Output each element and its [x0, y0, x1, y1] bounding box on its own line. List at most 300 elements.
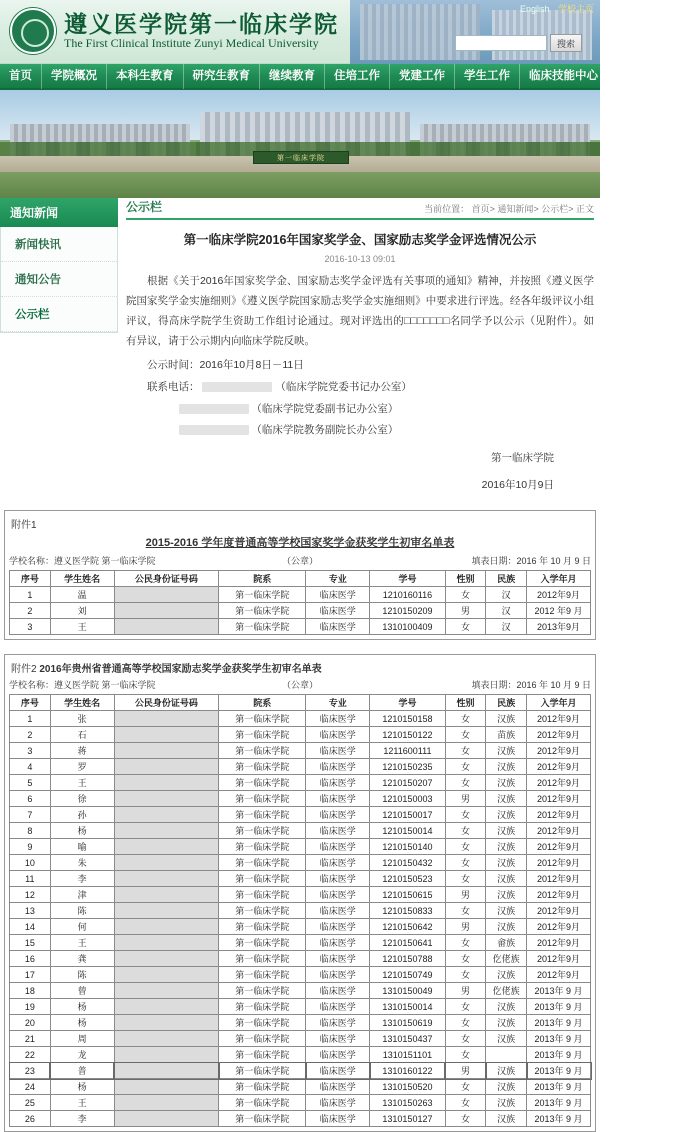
- table-header-row: [10, 571, 591, 587]
- cell-sid: 1210150122: [370, 727, 446, 743]
- cell-major: 临床医学: [306, 1031, 370, 1047]
- cell-major: 临床医学: [306, 807, 370, 823]
- cell-no: 18: [10, 983, 51, 999]
- table-row: [10, 1111, 591, 1127]
- cell-name: 石: [50, 727, 114, 743]
- cell-major: 临床医学: [306, 951, 370, 967]
- cell-sid: 1210150209: [370, 603, 446, 619]
- cell-nation: 汉: [486, 587, 527, 603]
- cell-sid: 1310150014: [370, 999, 446, 1015]
- cell-major: 临床医学: [306, 935, 370, 951]
- cell-sex: 男: [445, 887, 486, 903]
- cell-sex: 女: [445, 759, 486, 775]
- redacted-phone-1: [202, 382, 272, 392]
- cell-name: 津: [50, 887, 114, 903]
- cell-name: 罗: [50, 759, 114, 775]
- cell-sid: 1210150749: [370, 967, 446, 983]
- col-name: 学生姓名: [50, 695, 114, 711]
- cell-nation: 汉: [486, 603, 527, 619]
- cell-name: 杨: [50, 1079, 114, 1095]
- nav-item-2[interactable]: 本科生教育: [107, 63, 184, 89]
- cell-sex: 女: [445, 935, 486, 951]
- contact-office-3: （临床学院教务副院长办公室）: [251, 423, 399, 436]
- cell-sex: 女: [445, 807, 486, 823]
- site-search: [455, 34, 582, 52]
- table-row: [10, 919, 591, 935]
- col-id: 公民身份证号码: [114, 571, 219, 587]
- breadcrumb-prefix: 当前位置：: [424, 204, 470, 214]
- cell-nation: 汉族: [486, 855, 527, 871]
- cell-sid: 1310150049: [370, 983, 446, 999]
- sidebar-title: 通知新闻: [0, 198, 118, 227]
- cell-major: 临床医学: [306, 1015, 370, 1031]
- table-row: [10, 983, 591, 999]
- cell-college: 第一临床学院: [219, 807, 306, 823]
- cell-name: 曾: [50, 983, 114, 999]
- cell-no: 7: [10, 807, 51, 823]
- article-line-contact-2: [126, 400, 594, 420]
- cell-enroll: 2012年9月: [527, 887, 591, 903]
- cell-no: 3: [10, 619, 51, 635]
- header-top-links: [514, 2, 594, 15]
- cell-enroll: 2013年 9 月: [527, 1111, 591, 1127]
- cell-enroll: 2012年9月: [527, 759, 591, 775]
- cell-no: 20: [10, 1015, 51, 1031]
- cell-sex: 男: [445, 919, 486, 935]
- attachment-2-title: 2016年贵州省普通高等学校国家励志奖学金获奖学生初审名单表: [39, 664, 322, 676]
- cell-nation: 汉族: [486, 871, 527, 887]
- cell-college: 第一临床学院: [219, 983, 306, 999]
- table-row: [10, 791, 591, 807]
- cell-enroll: 2012年9月: [527, 839, 591, 855]
- article-signature-date: 2016年10月9日: [481, 479, 554, 492]
- cell-college: 第一临床学院: [219, 1111, 306, 1127]
- cell-college: 第一临床学院: [219, 619, 306, 635]
- attachment-1-body: [10, 587, 591, 635]
- cell-sex: 女: [445, 999, 486, 1015]
- cell-id: [114, 999, 219, 1015]
- table-row: [10, 1063, 591, 1079]
- cell-sex: 女: [445, 587, 486, 603]
- cell-no: 2: [10, 603, 51, 619]
- cell-no: 17: [10, 967, 51, 983]
- cell-name: 何: [50, 919, 114, 935]
- nav-item-1[interactable]: 学院概况: [42, 63, 107, 89]
- attachment-1-subheader: [9, 554, 591, 567]
- cell-sid: 1310150437: [370, 1031, 446, 1047]
- table-row: [10, 807, 591, 823]
- cell-nation: 畲族: [486, 935, 527, 951]
- cell-enroll: 2013年 9 月: [527, 983, 591, 999]
- cell-sex: 女: [445, 839, 486, 855]
- att1-seal: （公章）: [281, 556, 318, 567]
- cell-id: [114, 935, 219, 951]
- cell-id: [114, 983, 219, 999]
- cell-enroll: 2012年9月: [527, 903, 591, 919]
- cell-college: 第一临床学院: [219, 887, 306, 903]
- article-signature-org: 第一临床学院: [491, 451, 554, 464]
- cell-nation: 汉族: [486, 791, 527, 807]
- col-sid: 学号: [370, 695, 446, 711]
- cell-no: 23: [10, 1063, 51, 1079]
- cell-no: 16: [10, 951, 51, 967]
- cell-major: 临床医学: [306, 1111, 370, 1127]
- cell-major: 临床医学: [306, 983, 370, 999]
- att1-date-value: 2016 年 10 月 9 日: [516, 556, 591, 567]
- cell-college: 第一临床学院: [219, 743, 306, 759]
- cell-sid: 1210150017: [370, 807, 446, 823]
- cell-id: [114, 903, 219, 919]
- cell-id: [114, 871, 219, 887]
- cell-name: 徐: [50, 791, 114, 807]
- cell-name: 陈: [50, 903, 114, 919]
- cell-enroll: 2012年9月: [527, 727, 591, 743]
- cell-name: 朱: [50, 855, 114, 871]
- sidebar-menu: [0, 227, 118, 333]
- cell-nation: 苗族: [486, 727, 527, 743]
- col-nation: 民族: [486, 571, 527, 587]
- nav-item-5[interactable]: 住培工作: [325, 63, 390, 89]
- cell-id: [114, 619, 219, 635]
- cell-no: 8: [10, 823, 51, 839]
- cell-sid: 1210150003: [370, 791, 446, 807]
- attachment-2-body: [10, 711, 591, 1127]
- attachment-1: [4, 510, 596, 640]
- cell-no: 11: [10, 871, 51, 887]
- cell-enroll: 2012年9月: [527, 587, 591, 603]
- breadcrumb-item-2[interactable]: 公示栏: [541, 204, 569, 214]
- cell-nation: 汉族: [486, 919, 527, 935]
- cell-major: 临床医学: [306, 855, 370, 871]
- cell-id: [114, 919, 219, 935]
- cell-major: 临床医学: [306, 775, 370, 791]
- cell-sex: 女: [445, 711, 486, 727]
- cell-sid: 1210150523: [370, 871, 446, 887]
- table-row: [10, 1095, 591, 1111]
- cell-no: 25: [10, 1095, 51, 1111]
- cell-sex: 女: [445, 855, 486, 871]
- site-title-en: The First Clinical Institute Zunyi Medical University: [64, 36, 319, 50]
- redacted-phone-3: [179, 425, 249, 435]
- cell-sid: 1310150263: [370, 1095, 446, 1111]
- nav-item-7[interactable]: 学生工作: [455, 63, 520, 89]
- cell-major: 临床医学: [306, 967, 370, 983]
- cell-sid: 1211600111: [370, 743, 446, 759]
- cell-id: [114, 1031, 219, 1047]
- col-sex: 性别: [445, 695, 486, 711]
- cell-major: 临床医学: [306, 823, 370, 839]
- sidebar-item-news[interactable]: 新闻快讯: [1, 227, 117, 262]
- site-header: [0, 0, 600, 64]
- att2-date-value: 2016 年 10 月 9 日: [516, 680, 591, 691]
- col-college: 院系: [219, 571, 306, 587]
- att1-date-label: 填表日期：: [471, 556, 517, 567]
- cell-major: 临床医学: [306, 791, 370, 807]
- cell-nation: 汉族: [486, 775, 527, 791]
- article-title: 第一临床学院2016年国家奖学金、国家励志奖学金评选情况公示: [183, 233, 537, 247]
- table-row: [10, 711, 591, 727]
- cell-name: 王: [50, 1095, 114, 1111]
- cell-college: 第一临床学院: [219, 1031, 306, 1047]
- cell-sid: 1310150619: [370, 1015, 446, 1031]
- cell-name: 陈: [50, 967, 114, 983]
- cell-sid: 1310160122: [370, 1063, 446, 1079]
- attachment-2-table: [9, 694, 591, 1127]
- breadcrumb-item-1[interactable]: 通知新闻: [497, 204, 534, 214]
- cell-nation: 汉族: [486, 999, 527, 1015]
- cell-id: [114, 855, 219, 871]
- att2-school: [9, 678, 203, 691]
- att2-school-label: 学校名称：: [9, 680, 55, 691]
- cell-major: 临床医学: [306, 619, 370, 635]
- cell-sid: 1210150641: [370, 935, 446, 951]
- cell-nation: 汉族: [486, 1095, 527, 1111]
- link-english[interactable]: English: [519, 4, 550, 14]
- cell-college: 第一临床学院: [219, 775, 306, 791]
- cell-major: 临床医学: [306, 759, 370, 775]
- cell-major: 临床医学: [306, 587, 370, 603]
- search-input[interactable]: [455, 35, 547, 51]
- cell-nation: 汉族: [486, 711, 527, 727]
- cell-id: [114, 711, 219, 727]
- attachment-2-label: [11, 660, 591, 675]
- cell-name: 杨: [50, 999, 114, 1015]
- cell-college: 第一临床学院: [219, 855, 306, 871]
- cell-enroll: 2013年 9 月: [527, 1047, 591, 1063]
- nav-item-3[interactable]: 研究生教育: [184, 63, 261, 89]
- cell-major: 临床医学: [306, 1047, 370, 1063]
- cell-college: 第一临床学院: [219, 1047, 306, 1063]
- cell-sid: 1310151101: [370, 1047, 446, 1063]
- cell-no: 6: [10, 791, 51, 807]
- table-row: [10, 887, 591, 903]
- cell-major: 临床医学: [306, 1079, 370, 1095]
- cell-sex: 女: [445, 775, 486, 791]
- cell-sex: 女: [445, 727, 486, 743]
- banner-sign-text: 第一临床学院: [253, 151, 349, 164]
- cell-enroll: 2012年9月: [527, 951, 591, 967]
- cell-sid: 1210150788: [370, 951, 446, 967]
- attachment-2: [4, 654, 596, 1132]
- cell-college: 第一临床学院: [219, 1079, 306, 1095]
- link-school-home[interactable]: 学校主页: [557, 4, 594, 14]
- cell-nation: 汉: [486, 619, 527, 635]
- nav-item-6[interactable]: 党建工作: [390, 63, 455, 89]
- cell-enroll: 2012年9月: [527, 919, 591, 935]
- cell-enroll: 2013年 9 月: [527, 1095, 591, 1111]
- cell-no: 19: [10, 999, 51, 1015]
- breadcrumb-bar: [126, 198, 594, 220]
- cell-name: 李: [50, 1111, 114, 1127]
- cell-name: 周: [50, 1031, 114, 1047]
- cell-sex: 女: [445, 967, 486, 983]
- table-row: [10, 743, 591, 759]
- cell-major: 临床医学: [306, 903, 370, 919]
- cell-sex: 女: [445, 1079, 486, 1095]
- cell-sex: 女: [445, 951, 486, 967]
- cell-major: 临床医学: [306, 603, 370, 619]
- cell-no: 2: [10, 727, 51, 743]
- table-header-row: [10, 695, 591, 711]
- contact-office-1: （临床学院党委书记办公室）: [275, 380, 412, 393]
- cell-nation: 汉族: [486, 967, 527, 983]
- cell-sid: 1210150432: [370, 855, 446, 871]
- cell-enroll: 2013年 9 月: [527, 1031, 591, 1047]
- table-row: [10, 759, 591, 775]
- cell-college: 第一临床学院: [219, 727, 306, 743]
- attachment-2-subheader: [9, 678, 591, 691]
- cell-id: [114, 791, 219, 807]
- cell-name: 温: [50, 587, 114, 603]
- cell-name: 喻: [50, 839, 114, 855]
- cell-name: 龚: [50, 951, 114, 967]
- cell-major: 临床医学: [306, 887, 370, 903]
- nav-item-9[interactable]: 临床教研室: [617, 70, 675, 82]
- cell-enroll: 2012年9月: [527, 871, 591, 887]
- cell-no: 22: [10, 1047, 51, 1063]
- cell-id: [114, 1047, 219, 1063]
- cell-no: 24: [10, 1079, 51, 1095]
- att2-date: [397, 678, 591, 691]
- cell-no: 12: [10, 887, 51, 903]
- cell-college: 第一临床学院: [219, 871, 306, 887]
- site-title-cn: 遵义医学院第一临床学院: [64, 11, 339, 38]
- cell-nation: 汉族: [486, 1111, 527, 1127]
- col-sex: 性别: [445, 571, 486, 587]
- cell-id: [114, 887, 219, 903]
- breadcrumb-item-3: 正文: [575, 204, 594, 214]
- cell-enroll: 2012年9月: [527, 711, 591, 727]
- cell-sex: 女: [445, 743, 486, 759]
- cell-name: 王: [50, 619, 114, 635]
- nav-item-8[interactable]: 临床技能中心: [520, 63, 608, 89]
- sidebar-item-notice[interactable]: 通知公告: [1, 262, 117, 297]
- cell-name: 王: [50, 775, 114, 791]
- col-id: 公民身份证号码: [114, 695, 219, 711]
- cell-college: 第一临床学院: [219, 823, 306, 839]
- table-row: [10, 871, 591, 887]
- cell-sid: 1310150520: [370, 1079, 446, 1095]
- article-date: 2016-10-13 09:01: [324, 254, 396, 264]
- main-column: [118, 198, 600, 496]
- table-row: [10, 935, 591, 951]
- cell-name: 龙: [50, 1047, 114, 1063]
- cell-major: 临床医学: [306, 919, 370, 935]
- campus-banner-image: [0, 90, 600, 198]
- cell-major: 临床医学: [306, 743, 370, 759]
- cell-college: 第一临床学院: [219, 967, 306, 983]
- col-nation: 民族: [486, 695, 527, 711]
- table-row: [10, 823, 591, 839]
- cell-name: 普: [50, 1063, 114, 1079]
- breadcrumb-item-0[interactable]: 首页: [471, 204, 490, 214]
- sidebar-item-publicity[interactable]: 公示栏: [1, 297, 117, 332]
- nav-item-4[interactable]: 继续教育: [260, 63, 325, 89]
- cell-sex: 女: [445, 619, 486, 635]
- cell-sex: 女: [445, 903, 486, 919]
- att2-seal: （公章）: [281, 680, 318, 691]
- col-no: 序号: [10, 695, 51, 711]
- cell-enroll: 2013年 9 月: [527, 1063, 591, 1079]
- table-row: [10, 1015, 591, 1031]
- cell-sex: 男: [445, 603, 486, 619]
- cell-enroll: 2012 年9 月: [527, 603, 591, 619]
- attachment-1-title: 2015-2016 学年度普通高等学校国家奖学金获奖学生初审名单表: [145, 537, 455, 550]
- cell-sid: 1210150140: [370, 839, 446, 855]
- cell-name: 杨: [50, 823, 114, 839]
- cell-sex: 女: [445, 1111, 486, 1127]
- cell-college: 第一临床学院: [219, 999, 306, 1015]
- search-button[interactable]: 搜索: [550, 34, 582, 52]
- cell-enroll: 2012年9月: [527, 967, 591, 983]
- cell-no: 21: [10, 1031, 51, 1047]
- cell-nation: 汉族: [486, 1079, 527, 1095]
- cell-major: 临床医学: [306, 711, 370, 727]
- cell-sex: 女: [445, 823, 486, 839]
- table-row: [10, 999, 591, 1015]
- cell-id: [114, 775, 219, 791]
- cell-id: [114, 727, 219, 743]
- cell-college: 第一临床学院: [219, 1015, 306, 1031]
- cell-nation: 汉族: [486, 903, 527, 919]
- cell-no: 1: [10, 587, 51, 603]
- cell-college: 第一临床学院: [219, 935, 306, 951]
- att1-school-value: 遵义医学院 第一临床学院: [54, 556, 156, 567]
- col-major: 专业: [306, 571, 370, 587]
- cell-name: 王: [50, 935, 114, 951]
- cell-nation: 汉族: [486, 1063, 527, 1079]
- nav-item-0[interactable]: 首页: [0, 63, 42, 89]
- table-row: [10, 951, 591, 967]
- cell-sid: 1310100409: [370, 619, 446, 635]
- cell-major: 临床医学: [306, 871, 370, 887]
- cell-no: 14: [10, 919, 51, 935]
- col-sid: 学号: [370, 571, 446, 587]
- col-college: 院系: [219, 695, 306, 711]
- table-row: [10, 603, 591, 619]
- cell-college: 第一临床学院: [219, 839, 306, 855]
- cell-enroll: 2012年9月: [527, 791, 591, 807]
- cell-sid: 1210150642: [370, 919, 446, 935]
- cell-college: 第一临床学院: [219, 759, 306, 775]
- cell-college: 第一临床学院: [219, 587, 306, 603]
- att2-school-value: 遵义医学院 第一临床学院: [54, 680, 156, 691]
- cell-college: 第一临床学院: [219, 603, 306, 619]
- article-body: [126, 272, 594, 496]
- table-row: [10, 903, 591, 919]
- article-paragraph-1: 根据《关于2016年国家奖学金、国家励志奖学金评选有关事项的通知》精神，并按照《遵义医学院国家奖学金实施细则》《遵义医学院国家励志奖学金实施细则》中要求进行评选。经各年级评议小组评议，得高床学院学生资助工作组讨论通过。现对评选出的□□□□□□□名同学予以公示（见附件）。如有异议，请于公示期内向临床学院反映。: [126, 275, 594, 347]
- cell-nation: 汉族: [486, 743, 527, 759]
- cell-college: 第一临床学院: [219, 711, 306, 727]
- col-enroll: 入学年月: [527, 571, 591, 587]
- cell-id: [114, 1079, 219, 1095]
- cell-sex: 女: [445, 1095, 486, 1111]
- cell-college: 第一临床学院: [219, 951, 306, 967]
- cell-no: 5: [10, 775, 51, 791]
- cell-sid: 1210150014: [370, 823, 446, 839]
- cell-enroll: 2012年9月: [527, 807, 591, 823]
- cell-nation: 汉族: [486, 759, 527, 775]
- cell-enroll: 2013年 9 月: [527, 1015, 591, 1031]
- cell-college: 第一临床学院: [219, 791, 306, 807]
- cell-name: 张: [50, 711, 114, 727]
- cell-college: 第一临床学院: [219, 903, 306, 919]
- cell-enroll: 2012年9月: [527, 823, 591, 839]
- col-major: 专业: [306, 695, 370, 711]
- cell-id: [114, 807, 219, 823]
- cell-sex: 女: [445, 1047, 486, 1063]
- table-row: [10, 587, 591, 603]
